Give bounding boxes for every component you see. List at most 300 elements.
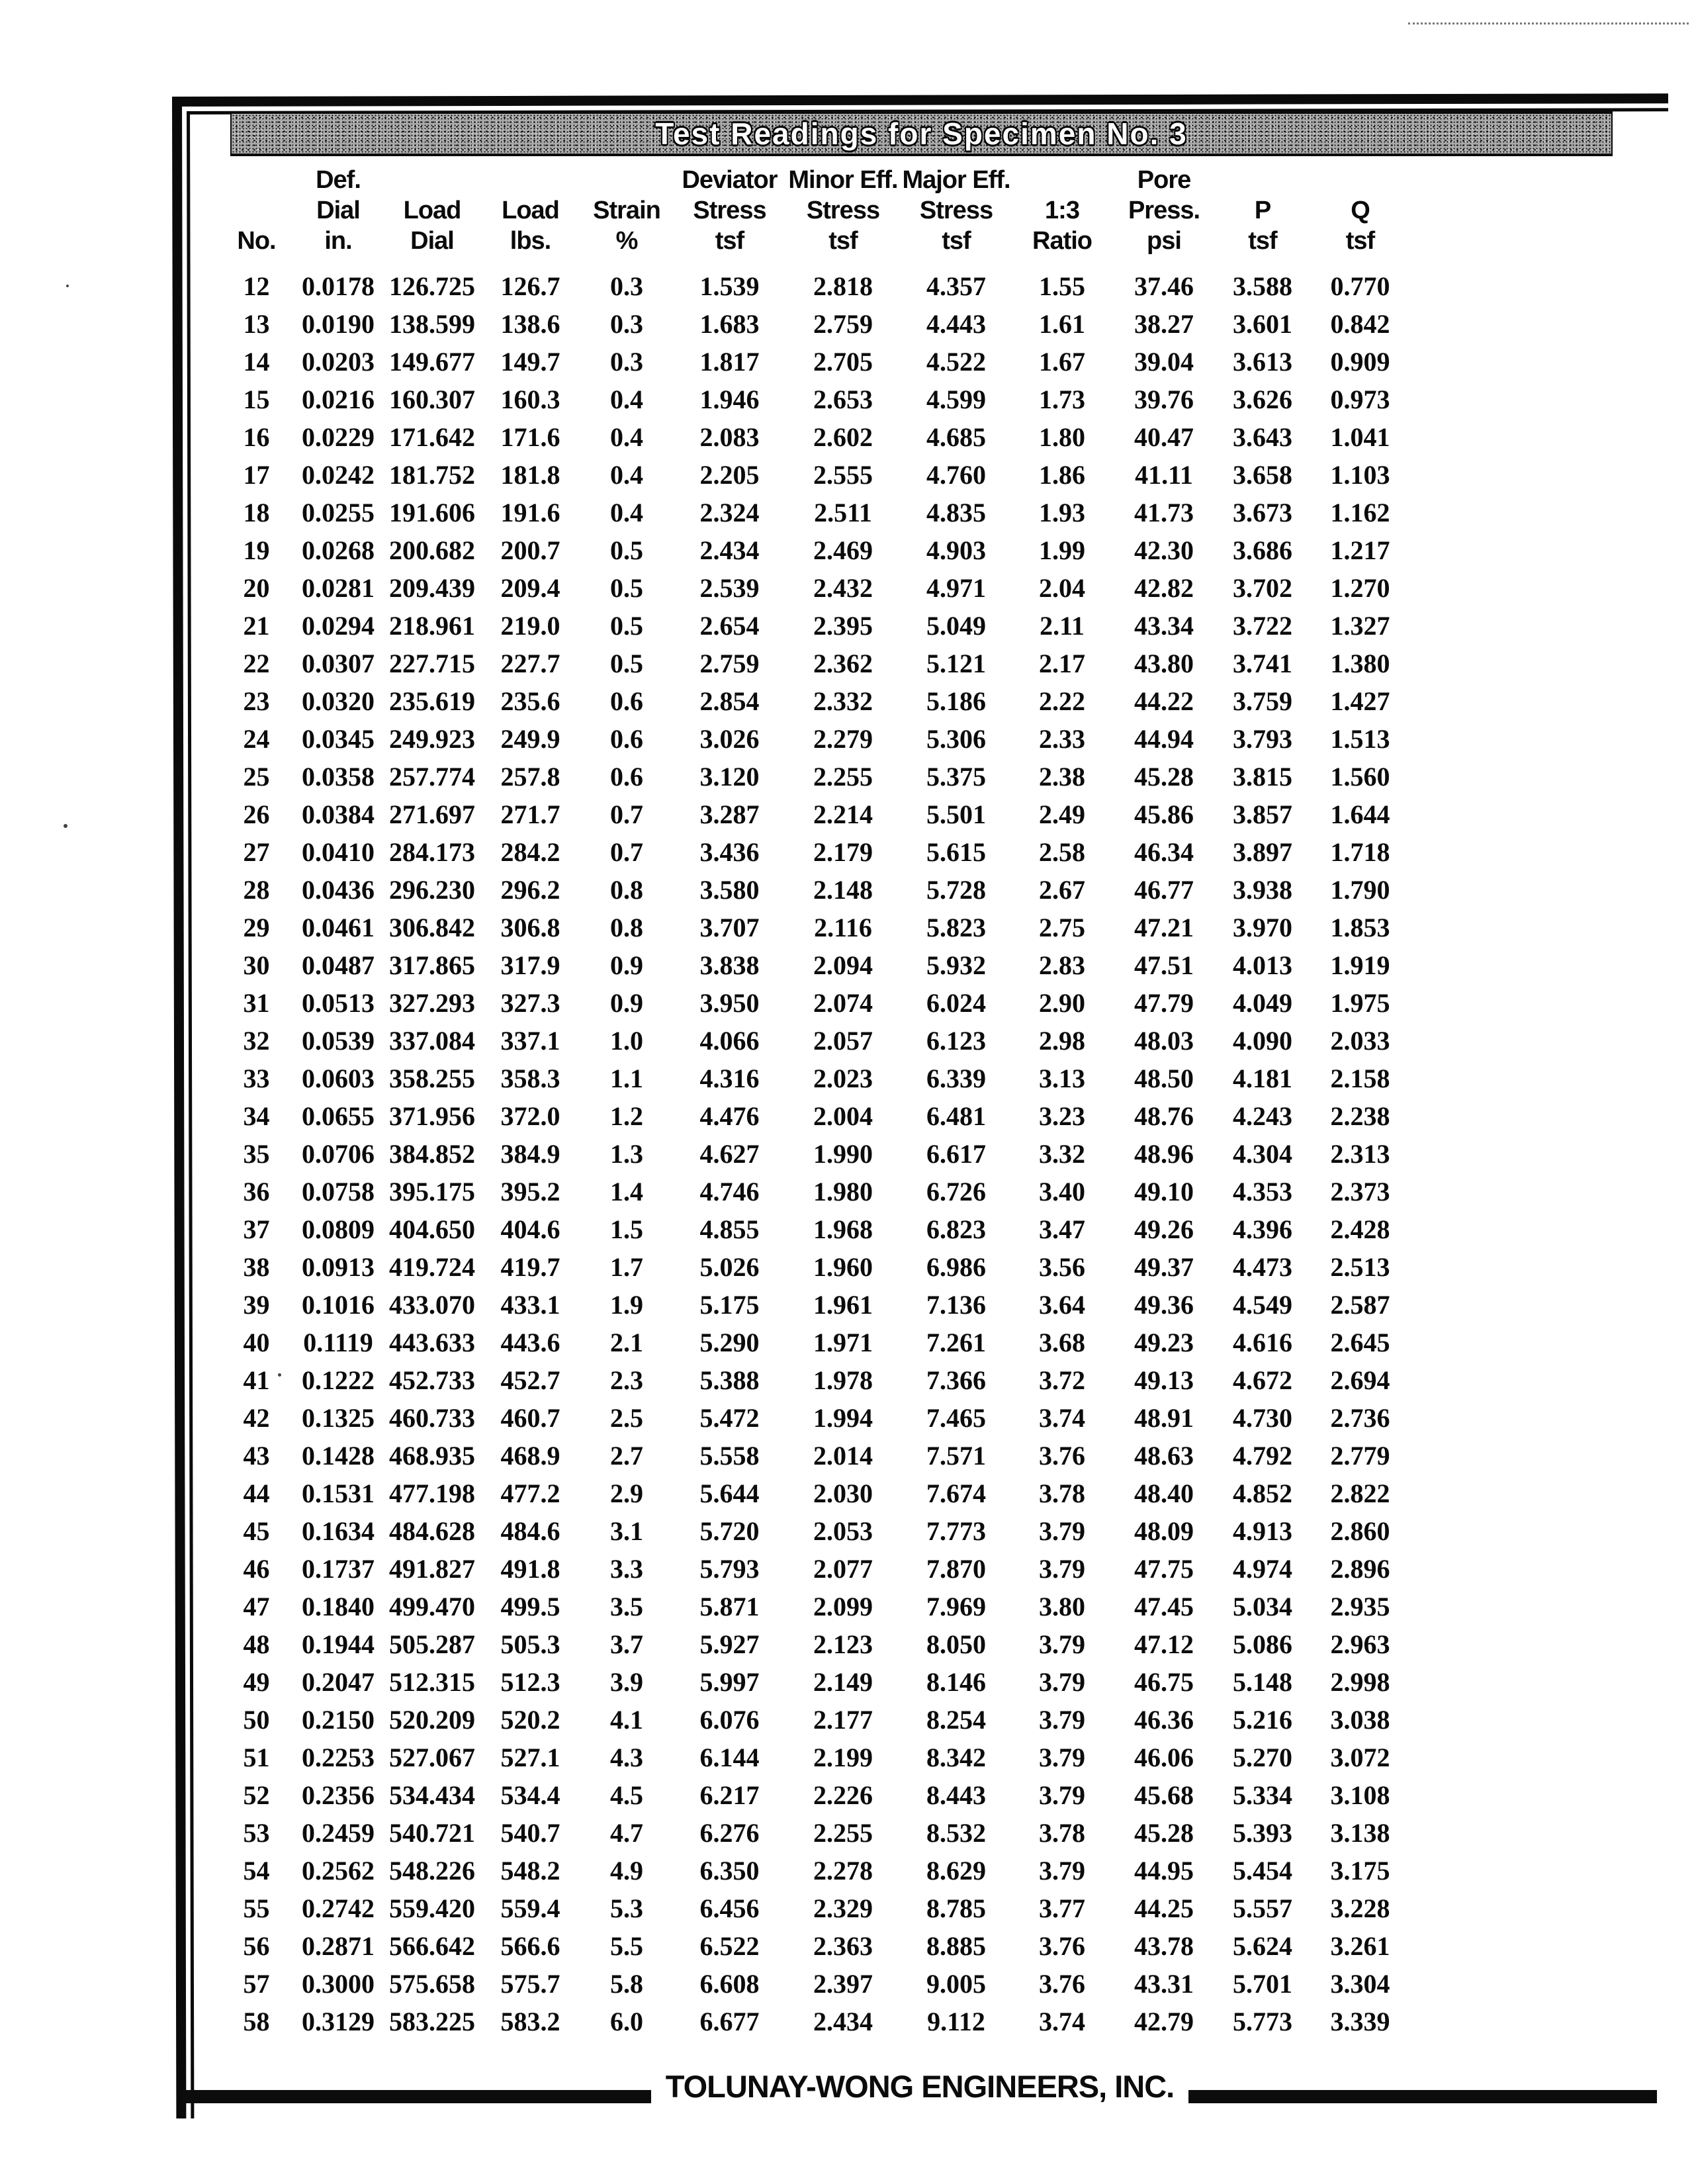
cell: 160.3 xyxy=(500,385,560,414)
cell: 0.1840 xyxy=(302,1592,375,1621)
header-row xyxy=(218,164,1409,195)
cell: 5.026 xyxy=(699,1252,760,1282)
cell: 2.511 xyxy=(814,498,872,527)
table-row xyxy=(218,796,1409,833)
cell: 443.633 xyxy=(389,1328,475,1357)
cell: 1.327 xyxy=(1330,611,1390,641)
cell: 2.90 xyxy=(1039,988,1085,1018)
cell: 384.9 xyxy=(500,1139,560,1169)
cell: 44 xyxy=(243,1479,270,1508)
cell: 2.469 xyxy=(813,535,873,565)
cell: 559.420 xyxy=(389,1893,475,1923)
cell: 1.978 xyxy=(813,1365,873,1395)
cell: 2.539 xyxy=(699,573,760,603)
header-cell: Stress xyxy=(693,197,766,224)
cell: 3.261 xyxy=(1330,1931,1390,1961)
cell: 43.78 xyxy=(1134,1931,1194,1961)
cell: 2.363 xyxy=(813,1931,873,1961)
cell: 44.94 xyxy=(1134,724,1194,754)
header-cell xyxy=(482,164,578,195)
cell: 468.9 xyxy=(500,1441,560,1471)
cell: 1.2 xyxy=(610,1101,643,1131)
cell: 3.79 xyxy=(1039,1516,1085,1546)
cell: 3.23 xyxy=(1039,1101,1085,1131)
cell: 6.076 xyxy=(699,1705,760,1735)
cell: 0.0307 xyxy=(302,649,375,678)
cell: 527.067 xyxy=(389,1743,475,1772)
cell: 5.8 xyxy=(610,1969,643,1999)
cell: 3.072 xyxy=(1330,1743,1390,1772)
cell: 49.23 xyxy=(1134,1328,1194,1357)
cell: 0.1428 xyxy=(302,1441,375,1471)
cell: 27 xyxy=(243,837,270,867)
cell: 7.571 xyxy=(926,1441,986,1471)
cell: 2.896 xyxy=(1330,1554,1390,1584)
cell: 3.304 xyxy=(1330,1969,1390,1999)
table-row xyxy=(218,1437,1409,1475)
header-cell: Load xyxy=(403,197,461,224)
cell: 49 xyxy=(243,1667,270,1697)
cell: 3.815 xyxy=(1233,762,1292,792)
header-cell: Def. xyxy=(316,166,361,194)
table-row xyxy=(218,1588,1409,1625)
cell: 5.932 xyxy=(926,950,986,980)
cell: 4.443 xyxy=(926,309,986,339)
cell: 56 xyxy=(243,1931,270,1961)
cell: 4.243 xyxy=(1233,1101,1292,1131)
cell: 2.963 xyxy=(1330,1629,1390,1659)
cell: 36 xyxy=(243,1177,270,1206)
scan-artifact xyxy=(66,285,69,287)
cell: 2.177 xyxy=(813,1705,873,1735)
cell: 45.86 xyxy=(1134,799,1194,829)
cell: 0.1119 xyxy=(303,1328,373,1357)
cell: 1.380 xyxy=(1330,649,1390,678)
cell: 3.938 xyxy=(1233,875,1292,905)
cell: 1.427 xyxy=(1330,686,1390,716)
cell: 284.2 xyxy=(500,837,560,867)
cell: 138.599 xyxy=(389,309,475,339)
cell: 47.21 xyxy=(1134,913,1194,942)
table-row xyxy=(218,1927,1409,1965)
cell: 31 xyxy=(243,988,270,1018)
cell: 1.946 xyxy=(699,385,760,414)
cell: 477.198 xyxy=(389,1479,475,1508)
cell: 219.0 xyxy=(500,611,560,641)
cell: 0.9 xyxy=(610,988,643,1018)
cell: 7.870 xyxy=(926,1554,986,1584)
cell: 1.975 xyxy=(1330,988,1390,1018)
cell: 47.45 xyxy=(1134,1592,1194,1621)
cell: 4.1 xyxy=(610,1705,643,1735)
cell: 4.974 xyxy=(1233,1554,1292,1584)
cell: 540.721 xyxy=(389,1818,475,1848)
cell: 1.513 xyxy=(1330,724,1390,754)
cell: 42.79 xyxy=(1134,2007,1194,2036)
cell: 18 xyxy=(243,498,270,527)
cell: 0.1737 xyxy=(302,1554,375,1584)
cell: 0.0268 xyxy=(302,535,375,565)
cell: 1.73 xyxy=(1039,385,1085,414)
cell: 5.388 xyxy=(699,1365,760,1395)
cell: 2.149 xyxy=(813,1667,873,1697)
cell: 43.31 xyxy=(1134,1969,1194,1999)
cell: 296.2 xyxy=(500,875,560,905)
cell: 358.3 xyxy=(500,1064,560,1093)
cell: 2.033 xyxy=(1330,1026,1390,1056)
cell: 48.63 xyxy=(1134,1441,1194,1471)
scan-artifact xyxy=(1408,23,1689,24)
cell: 4.627 xyxy=(699,1139,760,1169)
cell: 149.677 xyxy=(389,347,475,377)
header-cell: Dial xyxy=(410,227,454,255)
cell: 47.51 xyxy=(1134,950,1194,980)
cell: 395.175 xyxy=(389,1177,475,1206)
cell: 1.7 xyxy=(610,1252,643,1282)
cell: 49.37 xyxy=(1134,1252,1194,1282)
cell: 2.998 xyxy=(1330,1667,1390,1697)
cell: 271.697 xyxy=(389,799,475,829)
cell: 21 xyxy=(243,611,270,641)
cell: 2.3 xyxy=(610,1365,643,1395)
cell: 0.7 xyxy=(610,837,643,867)
cell: 4.396 xyxy=(1233,1214,1292,1244)
cell: 2.324 xyxy=(699,498,760,527)
cell: 2.7 xyxy=(610,1441,643,1471)
cell: 3.1 xyxy=(610,1516,643,1546)
cell: 1.162 xyxy=(1330,498,1390,527)
cell: 306.842 xyxy=(389,913,475,942)
cell: 47.12 xyxy=(1134,1629,1194,1659)
cell: 227.7 xyxy=(500,649,560,678)
cell: 4.855 xyxy=(699,1214,760,1244)
cell: 499.470 xyxy=(389,1592,475,1621)
cell: 499.5 xyxy=(500,1592,560,1621)
cell: 1.61 xyxy=(1039,309,1085,339)
cell: 534.4 xyxy=(500,1780,560,1810)
cell: 3.626 xyxy=(1233,385,1292,414)
table-row xyxy=(218,946,1409,984)
cell: 39 xyxy=(243,1290,270,1320)
cell: 3.793 xyxy=(1233,724,1292,754)
cell: 5.375 xyxy=(926,762,986,792)
cell: 47.79 xyxy=(1134,988,1194,1018)
cell: 149.7 xyxy=(500,347,560,377)
cell: 2.255 xyxy=(813,1818,873,1848)
cell: 249.9 xyxy=(500,724,560,754)
cell: 327.3 xyxy=(500,988,560,1018)
cell: 19 xyxy=(243,535,270,565)
cell: 0.3000 xyxy=(302,1969,375,1999)
cell: 2.58 xyxy=(1039,837,1085,867)
cell: 1.93 xyxy=(1039,498,1085,527)
table-row xyxy=(218,1173,1409,1210)
cell: 20 xyxy=(243,573,270,603)
cell: 2.332 xyxy=(813,686,873,716)
cell: 46.34 xyxy=(1134,837,1194,867)
cell: 5.728 xyxy=(926,875,986,905)
cell: 0.0358 xyxy=(302,762,375,792)
cell: 5.216 xyxy=(1233,1705,1292,1735)
cell: 0.4 xyxy=(610,385,643,414)
cell: 8.254 xyxy=(926,1705,986,1735)
cell: 3.74 xyxy=(1039,1403,1085,1433)
cell: 200.682 xyxy=(389,535,475,565)
cell: 7.261 xyxy=(926,1328,986,1357)
cell: 575.658 xyxy=(389,1969,475,1999)
cell: 8.532 xyxy=(926,1818,986,1848)
cell: 2.694 xyxy=(1330,1365,1390,1395)
cell: 4.760 xyxy=(926,460,986,490)
cell: 38 xyxy=(243,1252,270,1282)
cell: 6.0 xyxy=(610,2007,643,2036)
cell: 3.72 xyxy=(1039,1365,1085,1395)
cell: 5.306 xyxy=(926,724,986,754)
header-row xyxy=(218,195,1409,225)
cell: 1.5 xyxy=(610,1214,643,1244)
cell: 2.023 xyxy=(813,1064,873,1093)
cell: 337.084 xyxy=(389,1026,475,1056)
cell: 3.9 xyxy=(610,1667,643,1697)
cell: 1.217 xyxy=(1330,535,1390,565)
cell: 3.702 xyxy=(1233,573,1292,603)
cell: 548.226 xyxy=(389,1856,475,1886)
cell: 1.853 xyxy=(1330,913,1390,942)
cell: 0.2150 xyxy=(302,1705,375,1735)
cell: 3.78 xyxy=(1039,1479,1085,1508)
cell: 0.1531 xyxy=(302,1479,375,1508)
cell: 1.718 xyxy=(1330,837,1390,867)
cell: 3.643 xyxy=(1233,422,1292,452)
cell: 5.701 xyxy=(1233,1969,1292,1999)
header-cell: Ratio xyxy=(1032,227,1092,255)
cell: 2.226 xyxy=(813,1780,873,1810)
header-cell xyxy=(218,164,294,195)
cell: 0.0255 xyxy=(302,498,375,527)
cell: 3.897 xyxy=(1233,837,1292,867)
cell: 46.77 xyxy=(1134,875,1194,905)
cell: 371.956 xyxy=(389,1101,475,1131)
header-cell: P xyxy=(1254,197,1271,224)
cell: 0.4 xyxy=(610,460,643,490)
cell: 566.642 xyxy=(389,1931,475,1961)
cell: 2.057 xyxy=(813,1026,873,1056)
cell: 2.428 xyxy=(1330,1214,1390,1244)
cell: 58 xyxy=(243,2007,270,2036)
cell: 45.28 xyxy=(1134,1818,1194,1848)
cell: 2.434 xyxy=(699,535,760,565)
cell: 2.17 xyxy=(1039,649,1085,678)
header-cell: No. xyxy=(237,227,276,255)
cell: 3.588 xyxy=(1233,271,1292,301)
cell: 0.0281 xyxy=(302,573,375,603)
cell: 1.55 xyxy=(1039,271,1085,301)
footer-rule-right xyxy=(1188,2090,1657,2103)
cell: 6.123 xyxy=(926,1026,986,1056)
cell: 0.0294 xyxy=(302,611,375,641)
cell: 2.49 xyxy=(1039,799,1085,829)
cell: 2.779 xyxy=(1330,1441,1390,1471)
cell: 0.4 xyxy=(610,422,643,452)
cell: 3.79 xyxy=(1039,1856,1085,1886)
cell: 1.919 xyxy=(1330,950,1390,980)
cell: 0.8 xyxy=(610,875,643,905)
table-row xyxy=(218,569,1409,607)
table-row xyxy=(218,1475,1409,1512)
cell: 2.434 xyxy=(813,2007,873,2036)
cell: 0.3 xyxy=(610,309,643,339)
cell: 3.79 xyxy=(1039,1705,1085,1735)
cell: 3.120 xyxy=(699,762,760,792)
cell: 23 xyxy=(243,686,270,716)
cell: 181.752 xyxy=(389,460,475,490)
cell: 2.67 xyxy=(1039,875,1085,905)
cell: 13 xyxy=(243,309,270,339)
cell: 47.75 xyxy=(1134,1554,1194,1584)
cell: 575.7 xyxy=(500,1969,560,1999)
cell: 34 xyxy=(243,1101,270,1131)
cell: 2.158 xyxy=(1330,1064,1390,1093)
cell: 2.33 xyxy=(1039,724,1085,754)
table-row xyxy=(218,833,1409,871)
cell: 3.707 xyxy=(699,913,760,942)
cell: 2.094 xyxy=(813,950,873,980)
cell: 14 xyxy=(243,347,270,377)
cell: 0.1944 xyxy=(302,1629,375,1659)
cell: 2.123 xyxy=(813,1629,873,1659)
table-row xyxy=(218,267,1409,305)
header-cell: tsf xyxy=(715,227,744,255)
cell: 4.746 xyxy=(699,1177,760,1206)
footer-rule-left xyxy=(183,2090,651,2103)
cell: 1.990 xyxy=(813,1139,873,1169)
cell: 4.473 xyxy=(1233,1252,1292,1282)
cell: 5.615 xyxy=(926,837,986,867)
cell: 512.315 xyxy=(389,1667,475,1697)
cell: 45 xyxy=(243,1516,270,1546)
cell: 181.8 xyxy=(500,460,560,490)
cell: 227.715 xyxy=(389,649,475,678)
cell: 2.555 xyxy=(813,460,873,490)
cell: 6.350 xyxy=(699,1856,760,1886)
cell: 327.293 xyxy=(389,988,475,1018)
cell: 0.0461 xyxy=(302,913,375,942)
table-row xyxy=(218,1550,1409,1588)
cell: 7.773 xyxy=(926,1516,986,1546)
scan-artifact xyxy=(64,824,67,828)
cell: 43.34 xyxy=(1134,611,1194,641)
cell: 520.209 xyxy=(389,1705,475,1735)
cell: 3.175 xyxy=(1330,1856,1390,1886)
cell: 1.961 xyxy=(813,1290,873,1320)
cell: 5.454 xyxy=(1233,1856,1292,1886)
cell: 2.278 xyxy=(813,1856,873,1886)
cell: 0.909 xyxy=(1330,347,1390,377)
table-row xyxy=(218,607,1409,645)
cell: 0.2459 xyxy=(302,1818,375,1848)
cell: 4.549 xyxy=(1233,1290,1292,1320)
cell: 16 xyxy=(243,422,270,452)
cell: 3.287 xyxy=(699,799,760,829)
cell: 2.397 xyxy=(813,1969,873,1999)
header-cell: Dial xyxy=(316,197,360,224)
table-row xyxy=(218,1701,1409,1739)
cell: 2.053 xyxy=(813,1516,873,1546)
cell: 0.0603 xyxy=(302,1064,375,1093)
cell: 8.050 xyxy=(926,1629,986,1659)
cell: 306.8 xyxy=(500,913,560,942)
cell: 1.103 xyxy=(1330,460,1390,490)
cell: 433.070 xyxy=(389,1290,475,1320)
cell: 512.3 xyxy=(500,1667,560,1697)
cell: 0.1634 xyxy=(302,1516,375,1546)
cell: 2.98 xyxy=(1039,1026,1085,1056)
cell: 3.76 xyxy=(1039,1969,1085,1999)
cell: 39.76 xyxy=(1134,385,1194,414)
cell: 9.005 xyxy=(926,1969,986,1999)
table-row xyxy=(218,1060,1409,1097)
cell: 6.986 xyxy=(926,1252,986,1282)
table-row xyxy=(218,1324,1409,1361)
cell: 1.644 xyxy=(1330,799,1390,829)
cell: 395.2 xyxy=(500,1177,560,1206)
header-cell: Q xyxy=(1351,197,1370,224)
cell: 3.601 xyxy=(1233,309,1292,339)
cell: 2.705 xyxy=(813,347,873,377)
cell: 42.30 xyxy=(1134,535,1194,565)
table-row xyxy=(218,720,1409,758)
cell: 3.47 xyxy=(1039,1214,1085,1244)
cell: 1.86 xyxy=(1039,460,1085,490)
cell: 0.6 xyxy=(610,762,643,792)
cell: 2.11 xyxy=(1040,611,1085,641)
cell: 4.357 xyxy=(926,271,986,301)
cell: 3.56 xyxy=(1039,1252,1085,1282)
cell: 257.8 xyxy=(500,762,560,792)
cell: 534.434 xyxy=(389,1780,475,1810)
cell: 48.03 xyxy=(1134,1026,1194,1056)
cell: 0.0913 xyxy=(302,1252,375,1282)
cell: 6.522 xyxy=(699,1931,760,1961)
cell: 540.7 xyxy=(500,1818,560,1848)
cell: 2.099 xyxy=(813,1592,873,1621)
cell: 4.090 xyxy=(1233,1026,1292,1056)
cell: 5.086 xyxy=(1233,1629,1292,1659)
cell: 0.5 xyxy=(610,611,643,641)
cell: 0.2253 xyxy=(302,1743,375,1772)
cell: 1.960 xyxy=(813,1252,873,1282)
cell: 0.1222 xyxy=(302,1365,375,1395)
cell: 4.066 xyxy=(699,1026,760,1056)
cell: 452.733 xyxy=(389,1365,475,1395)
cell: 12 xyxy=(243,271,270,301)
cell: 50 xyxy=(243,1705,270,1735)
cell: 46 xyxy=(243,1554,270,1584)
header-cell: tsf xyxy=(1248,227,1277,255)
cell: 45.68 xyxy=(1134,1780,1194,1810)
cell: 2.004 xyxy=(813,1101,873,1131)
cell: 48.76 xyxy=(1134,1101,1194,1131)
cell: 1.67 xyxy=(1039,347,1085,377)
cell: 200.7 xyxy=(500,535,560,565)
cell: 5.871 xyxy=(699,1592,760,1621)
cell: 3.759 xyxy=(1233,686,1292,716)
title-band xyxy=(230,111,1613,156)
cell: 5.121 xyxy=(926,649,986,678)
cell: 3.79 xyxy=(1039,1667,1085,1697)
cell: 0.0809 xyxy=(302,1214,375,1244)
cell: 8.785 xyxy=(926,1893,986,1923)
